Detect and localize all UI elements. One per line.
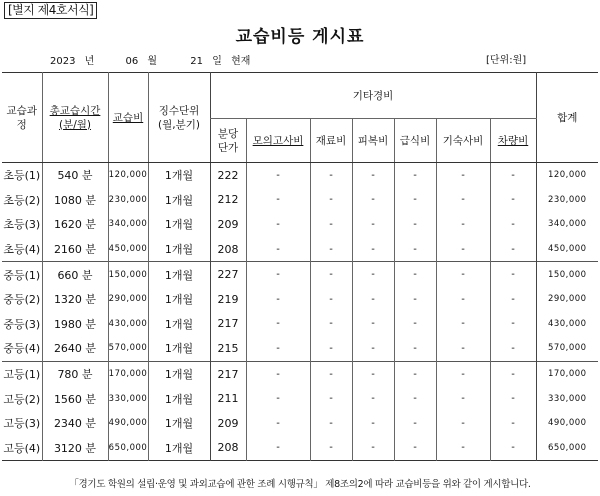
cell-course: 초등(4) — [3, 243, 41, 257]
cell-mock-exam: - — [246, 188, 310, 213]
date-line — [50, 52, 250, 67]
cell-tuition: 290,000 — [108, 287, 148, 312]
cell-minutes: 3120 분 — [42, 436, 108, 461]
cell-per-minute: 217 — [210, 312, 246, 337]
tuition-fee-table — [2, 72, 598, 461]
cell-vehicle: - — [490, 287, 536, 312]
cell-tuition: 450,000 — [108, 237, 148, 262]
cell-per-minute: 209 — [210, 212, 246, 237]
cell-minutes: 780 분 — [42, 361, 108, 386]
cell-clothing: - — [352, 361, 394, 386]
cell-material: - — [310, 262, 352, 287]
cell-per-minute: 211 — [210, 386, 246, 411]
cell-unit: 1개월 — [148, 287, 210, 312]
document-title: 교습비등 게시표 — [235, 27, 365, 47]
cell-per-minute: 215 — [210, 336, 246, 361]
cell-course: 중등(1) — [2, 262, 42, 287]
cell-meal: - — [394, 237, 436, 262]
cell-tuition: 570,000 — [108, 336, 148, 361]
cell-vehicle: - — [490, 411, 536, 436]
cell-per-minute: 227 — [210, 262, 246, 287]
cell-unit: 1개월 — [148, 163, 210, 188]
header-course: 교습과정 — [2, 73, 42, 163]
cell-vehicle: - — [490, 212, 536, 237]
cell-mock-exam: - — [246, 336, 310, 361]
date-suffix: 현재 — [231, 56, 251, 67]
cell-clothing: - — [352, 237, 394, 262]
header-meal: 급식비 — [394, 119, 436, 163]
cell-course: 중등(4) — [3, 342, 41, 356]
cell-per-minute: 212 — [210, 188, 246, 213]
table-row — [2, 188, 598, 213]
cell-clothing: - — [352, 188, 394, 213]
cell-meal: - — [394, 361, 436, 386]
unit-label: [단위:원] — [486, 55, 527, 66]
date-day: 21 — [190, 56, 204, 67]
header-material: 재료비 — [310, 119, 352, 163]
cell-meal: - — [394, 312, 436, 337]
cell-unit: 1개월 — [148, 312, 210, 337]
cell-tuition: 340,000 — [108, 212, 148, 237]
cell-unit: 1개월 — [148, 386, 210, 411]
cell-minutes: 1560 분 — [42, 386, 108, 411]
cell-vehicle: - — [490, 336, 536, 361]
cell-material: - — [310, 163, 352, 188]
cell-total: 340,000 — [536, 212, 598, 237]
cell-course: 고등(2) — [3, 392, 41, 406]
form-number-label: [별지 제4호서식] — [4, 2, 97, 19]
table-row — [2, 212, 598, 237]
cell-material: - — [310, 436, 352, 461]
cell-vehicle: - — [490, 237, 536, 262]
cell-meal: - — [394, 386, 436, 411]
cell-total: 170,000 — [536, 361, 598, 386]
cell-per-minute: 217 — [210, 361, 246, 386]
cell-material: - — [310, 312, 352, 337]
cell-clothing: - — [352, 386, 394, 411]
cell-course: 초등(1) — [3, 169, 41, 183]
cell-mock-exam: - — [246, 436, 310, 461]
cell-vehicle: - — [490, 386, 536, 411]
cell-vehicle: - — [490, 361, 536, 386]
cell-dorm: - — [436, 411, 490, 436]
cell-total: 490,000 — [536, 411, 598, 436]
cell-course: 고등(1) — [2, 361, 42, 386]
table-row — [2, 336, 598, 361]
cell-tuition: 430,000 — [108, 312, 148, 337]
cell-dorm: - — [436, 212, 490, 237]
cell-course: 초등(2) — [3, 193, 41, 207]
cell-tuition: 150,000 — [108, 262, 148, 287]
cell-tuition: 490,000 — [108, 411, 148, 436]
header-per-minute: 분당 단가 — [210, 119, 246, 163]
cell-material: - — [310, 411, 352, 436]
header-total: 합계 — [536, 73, 598, 163]
table-body — [2, 163, 598, 461]
header-vehicle: 차량비 — [490, 119, 536, 163]
cell-dorm: - — [436, 287, 490, 312]
table-row — [2, 163, 598, 188]
cell-clothing: - — [352, 411, 394, 436]
cell-vehicle: - — [490, 188, 536, 213]
table-row — [2, 436, 598, 461]
header-dorm: 기숙사비 — [436, 119, 490, 163]
header-tuition: 교습비 — [108, 73, 148, 163]
cell-dorm: - — [436, 386, 490, 411]
header-collect-unit: 징수단위 (월,분기) — [148, 73, 210, 163]
cell-tuition: 120,000 — [108, 163, 148, 188]
cell-meal: - — [394, 336, 436, 361]
cell-unit: 1개월 — [148, 212, 210, 237]
footer-notice: 「경기도 학원의 설립·운영 및 과외교습에 관한 조례 시행규칙」 제8조의2에 따라 교습비등을 위와 같이 게시합니다. — [69, 479, 531, 490]
table-row — [2, 361, 598, 386]
cell-unit: 1개월 — [148, 436, 210, 461]
cell-vehicle: - — [490, 312, 536, 337]
cell-minutes: 1980 분 — [42, 312, 108, 337]
cell-minutes: 2160 분 — [42, 237, 108, 262]
cell-tuition: 170,000 — [108, 361, 148, 386]
cell-total: 150,000 — [536, 262, 598, 287]
header-total-time: 총교습시간 (분/월) — [42, 73, 108, 163]
cell-tuition: 650,000 — [108, 436, 148, 461]
cell-per-minute: 208 — [210, 436, 246, 461]
cell-unit: 1개월 — [148, 188, 210, 213]
cell-material: - — [310, 336, 352, 361]
table-row — [2, 237, 598, 262]
cell-minutes: 2640 분 — [42, 336, 108, 361]
cell-material: - — [310, 212, 352, 237]
table-row — [2, 312, 598, 337]
cell-dorm: - — [436, 188, 490, 213]
date-year-unit: 년 — [84, 56, 95, 67]
cell-total: 120,000 — [536, 163, 598, 188]
cell-clothing: - — [352, 212, 394, 237]
cell-vehicle: - — [490, 163, 536, 188]
cell-mock-exam: - — [246, 212, 310, 237]
cell-dorm: - — [436, 312, 490, 337]
cell-total: 570,000 — [536, 336, 598, 361]
cell-material: - — [310, 188, 352, 213]
cell-unit: 1개월 — [148, 336, 210, 361]
cell-material: - — [310, 386, 352, 411]
table-row — [2, 411, 598, 436]
cell-minutes: 540 분 — [42, 163, 108, 188]
cell-material: - — [310, 237, 352, 262]
cell-total: 650,000 — [536, 436, 598, 461]
cell-clothing: - — [352, 163, 394, 188]
cell-total: 450,000 — [536, 237, 598, 262]
cell-dorm: - — [436, 336, 490, 361]
header-mock-exam: 모의고사비 — [246, 119, 310, 163]
cell-mock-exam: - — [246, 361, 310, 386]
date-month: 06 — [125, 56, 139, 67]
cell-per-minute: 209 — [210, 411, 246, 436]
table-row — [2, 287, 598, 312]
cell-tuition: 230,000 — [108, 188, 148, 213]
cell-total: 230,000 — [536, 188, 598, 213]
cell-meal: - — [394, 436, 436, 461]
cell-per-minute: 222 — [210, 163, 246, 188]
date-month-unit: 월 — [147, 56, 158, 67]
cell-meal: - — [394, 411, 436, 436]
cell-meal: - — [394, 287, 436, 312]
cell-total: 290,000 — [536, 287, 598, 312]
cell-course: 고등(4) — [3, 441, 41, 455]
cell-clothing: - — [352, 436, 394, 461]
cell-dorm: - — [436, 163, 490, 188]
header-other-costs: 기타경비 — [210, 73, 536, 119]
cell-clothing: - — [352, 262, 394, 287]
cell-mock-exam: - — [246, 386, 310, 411]
cell-meal: - — [394, 262, 436, 287]
cell-mock-exam: - — [246, 262, 310, 287]
cell-course: 고등(3) — [3, 417, 41, 431]
date-year: 2023 — [50, 56, 76, 67]
cell-course: 중등(2) — [3, 293, 41, 307]
cell-dorm: - — [436, 361, 490, 386]
cell-meal: - — [394, 212, 436, 237]
cell-dorm: - — [436, 237, 490, 262]
cell-dorm: - — [436, 436, 490, 461]
cell-minutes: 660 분 — [42, 262, 108, 287]
cell-total: 330,000 — [536, 386, 598, 411]
cell-unit: 1개월 — [148, 237, 210, 262]
cell-minutes: 2340 분 — [42, 411, 108, 436]
cell-tuition: 330,000 — [108, 386, 148, 411]
cell-mock-exam: - — [246, 163, 310, 188]
cell-clothing: - — [352, 287, 394, 312]
cell-per-minute: 219 — [210, 287, 246, 312]
cell-meal: - — [394, 188, 436, 213]
cell-course: 초등(3) — [3, 218, 41, 232]
cell-clothing: - — [352, 336, 394, 361]
header-clothing: 피복비 — [352, 119, 394, 163]
cell-mock-exam: - — [246, 287, 310, 312]
table-row — [2, 262, 598, 287]
cell-material: - — [310, 287, 352, 312]
cell-dorm: - — [436, 262, 490, 287]
cell-minutes: 1320 분 — [42, 287, 108, 312]
cell-mock-exam: - — [246, 237, 310, 262]
cell-unit: 1개월 — [148, 262, 210, 287]
cell-material: - — [310, 361, 352, 386]
cell-mock-exam: - — [246, 312, 310, 337]
cell-course: 중등(3) — [3, 317, 41, 331]
cell-unit: 1개월 — [148, 411, 210, 436]
cell-vehicle: - — [490, 436, 536, 461]
cell-per-minute: 208 — [210, 237, 246, 262]
cell-minutes: 1080 분 — [42, 188, 108, 213]
cell-total: 430,000 — [536, 312, 598, 337]
cell-clothing: - — [352, 312, 394, 337]
date-day-unit: 일 — [212, 56, 222, 67]
cell-unit: 1개월 — [148, 361, 210, 386]
cell-meal: - — [394, 163, 436, 188]
cell-vehicle: - — [490, 262, 536, 287]
cell-minutes: 1620 분 — [42, 212, 108, 237]
table-row — [2, 386, 598, 411]
cell-mock-exam: - — [246, 411, 310, 436]
